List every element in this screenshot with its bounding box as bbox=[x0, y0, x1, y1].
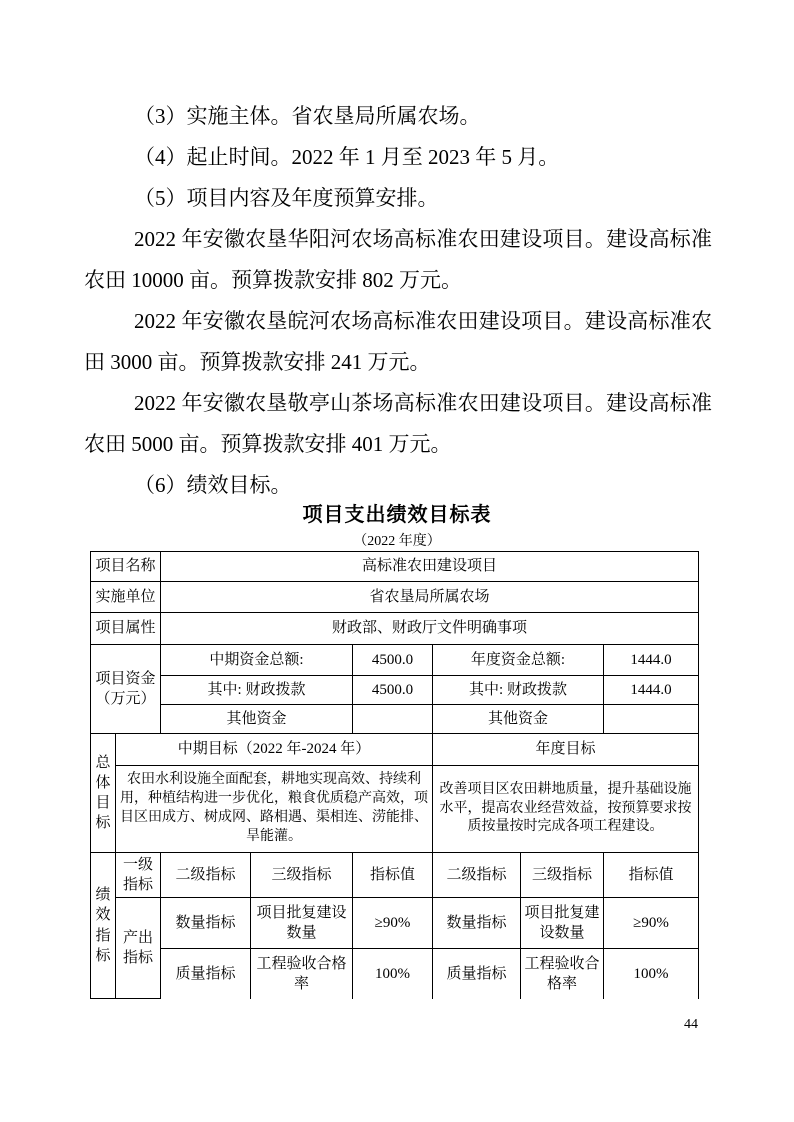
quality-level3-mid: 工程验收合格率 bbox=[251, 949, 353, 999]
mid-other-label: 其他资金 bbox=[161, 705, 353, 734]
performance-target-table bbox=[90, 551, 699, 999]
year-total-value: 1444.0 bbox=[604, 645, 699, 676]
mid-goal-text: 农田水利设施全面配套，耕地实现高效、持续利用，种植结构进一步优化，粮食优质稳产高效，项目区田成方、树成网、路相遇、渠相连、涝能排、旱能灌。 bbox=[116, 766, 433, 853]
header-value-year: 指标值 bbox=[604, 853, 699, 898]
paragraph-content-budget: （5）项目内容及年度预算安排。 bbox=[134, 186, 439, 210]
quantity-indicator-year: 数量指标 bbox=[433, 898, 521, 949]
year-goal-header: 年度目标 bbox=[433, 734, 699, 766]
header-level2-mid: 二级指标 bbox=[161, 853, 251, 898]
quality-indicator-mid: 质量指标 bbox=[161, 949, 251, 999]
implement-unit-label: 实施单位 bbox=[91, 582, 161, 613]
year-fiscal-label: 其中: 财政拨款 bbox=[433, 676, 604, 705]
header-level2-year: 二级指标 bbox=[433, 853, 521, 898]
table-title: 项目支出绩效目标表 bbox=[302, 504, 492, 526]
quality-level3-year: 工程验收合格率 bbox=[521, 949, 604, 999]
project-attribute-value: 财政部、财政厅文件明确事项 bbox=[161, 613, 699, 645]
quantity-value-mid: ≥90% bbox=[353, 898, 433, 949]
mid-fiscal-value: 4500.0 bbox=[353, 676, 433, 705]
mid-fiscal-label: 其中: 财政拨款 bbox=[161, 676, 353, 705]
mid-other-value bbox=[353, 705, 433, 734]
quantity-level3-year: 项目批复建设数量 bbox=[521, 898, 604, 949]
quality-value-year: 100% bbox=[604, 949, 699, 999]
level1-output-label: 产出指标 bbox=[116, 898, 161, 999]
page-number: 44 bbox=[684, 1017, 698, 1032]
year-total-label: 年度资金总额: bbox=[433, 645, 604, 676]
year-other-value bbox=[604, 705, 699, 734]
quality-value-mid: 100% bbox=[353, 949, 433, 999]
quantity-value-year: ≥90% bbox=[604, 898, 699, 949]
project-name-label: 项目名称 bbox=[91, 552, 161, 582]
header-value-mid: 指标值 bbox=[353, 853, 433, 898]
quality-indicator-year: 质量指标 bbox=[433, 949, 521, 999]
mid-goal-header: 中期目标（2022 年-2024 年） bbox=[116, 734, 433, 766]
quantity-indicator-mid: 数量指标 bbox=[161, 898, 251, 949]
funds-label: 项目资金（万元） bbox=[91, 645, 161, 734]
paragraph-performance-goal: （6）绩效目标。 bbox=[134, 473, 292, 497]
project-attribute-label: 项目属性 bbox=[91, 613, 161, 645]
mid-total-label: 中期资金总额: bbox=[161, 645, 353, 676]
year-fiscal-value: 1444.0 bbox=[604, 676, 699, 705]
mid-total-value: 4500.0 bbox=[353, 645, 433, 676]
overall-goal-label: 总体目标 bbox=[91, 734, 116, 853]
body-text bbox=[84, 96, 712, 506]
paragraph-implement-subject: （3）实施主体。省农垦局所属农场。 bbox=[134, 104, 481, 128]
table-subtitle: （2022 年度） bbox=[353, 534, 441, 549]
project-name-value: 高标准农田建设项目 bbox=[161, 552, 699, 582]
year-goal-text: 改善项目区农田耕地质量，提升基础设施水平，提高农业经营效益，按预算要求按质按量按时完成各项工程建设。 bbox=[433, 766, 699, 853]
indicators-label: 绩效指标 bbox=[91, 853, 116, 999]
year-other-label: 其他资金 bbox=[433, 705, 604, 734]
header-level3-year: 三级指标 bbox=[521, 853, 604, 898]
paragraph-jingtingshan-project: 2022 年安徽农垦敬亭山茶场高标准农田建设项目。建设高标准农田 5000 亩。预算拨款安排 401 万元。 bbox=[84, 391, 712, 456]
implement-unit-value: 省农垦局所属农场 bbox=[161, 582, 699, 613]
paragraph-wanhe-project: 2022 年安徽农垦皖河农场高标准农田建设项目。建设高标准农田 3000 亩。预算拨款安排 241 万元。 bbox=[84, 309, 712, 374]
header-level3-mid: 三级指标 bbox=[251, 853, 353, 898]
header-level1: 一级指标 bbox=[116, 853, 161, 898]
paragraph-huayanghe-project: 2022 年安徽农垦华阳河农场高标准农田建设项目。建设高标准农田 10000 亩。预算拨款安排 802 万元。 bbox=[84, 227, 712, 292]
paragraph-time-range: （4）起止时间。2022 年 1 月至 2023 年 5 月。 bbox=[134, 145, 560, 169]
quantity-level3-mid: 项目批复建设数量 bbox=[251, 898, 353, 949]
